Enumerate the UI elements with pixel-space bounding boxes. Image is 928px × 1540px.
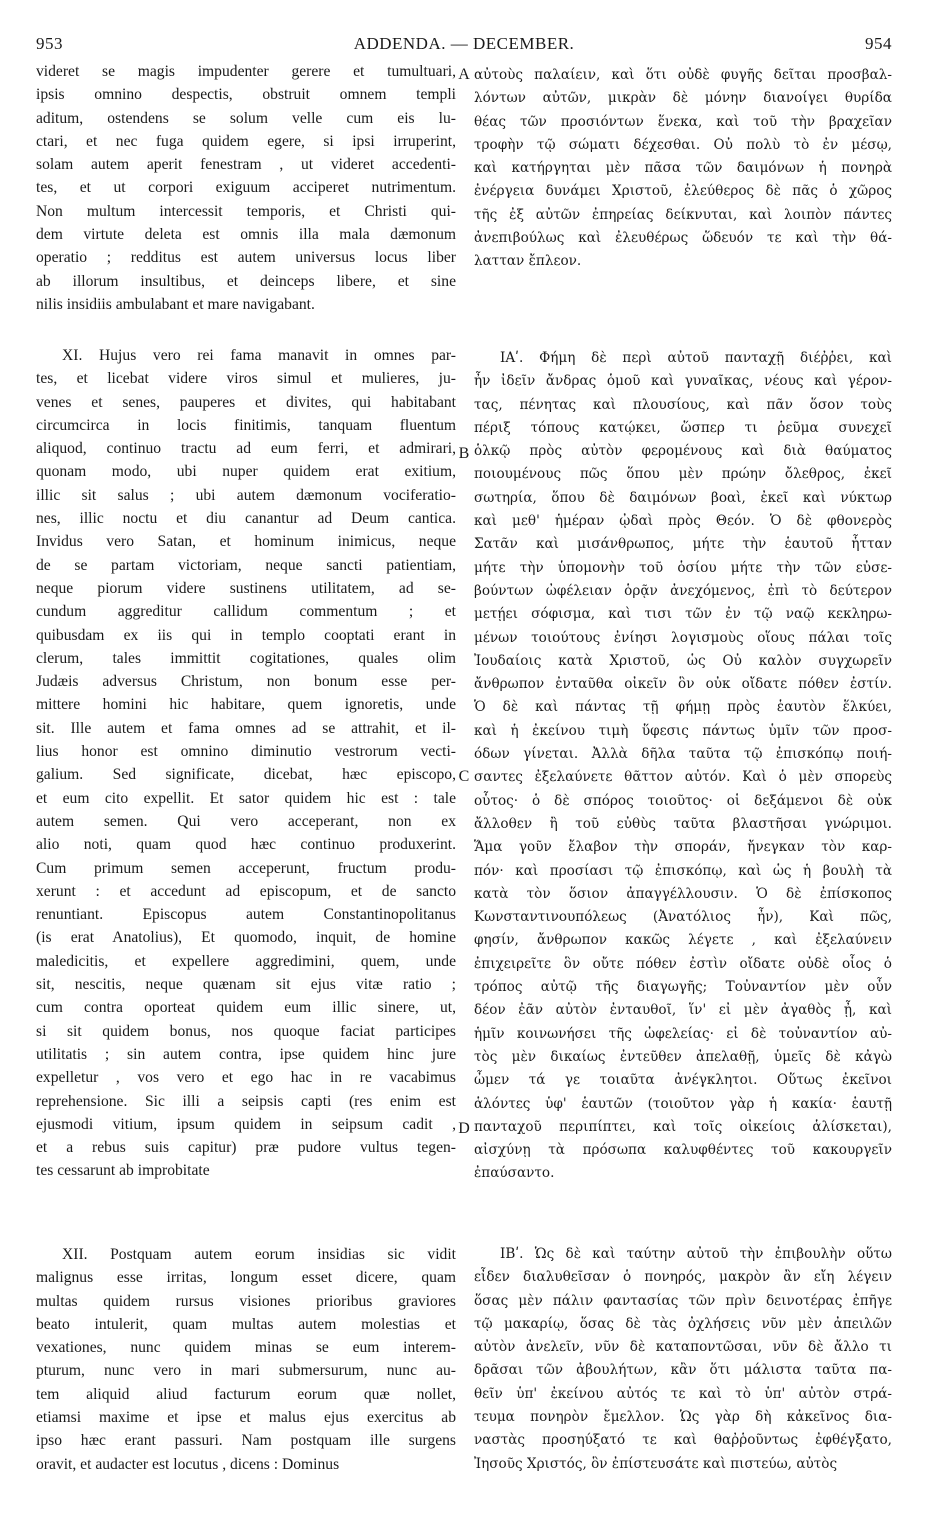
text-line: ὦμεν τά γε τοιαῦτα ἀνέγκλητοι. Οὕτως ἐκεῖνοι bbox=[474, 1072, 892, 1089]
text-line: ἐνέργεια δυνάμει Χριστοῦ, ἐλεύθερος δὲ πᾶς ὁ χῶρος bbox=[474, 183, 892, 200]
text-line: τευμα πονηρὸν ἔμελλον. Ὡς γὰρ δὴ κἀκεῖνος δια- bbox=[474, 1409, 892, 1426]
text-line: clerum, tales immittit cogitationes, quales olim bbox=[36, 649, 456, 667]
text-line: Judæis adversus Christum, non bonum esse per- bbox=[36, 673, 456, 691]
text-line: τροφὴν τῷ σώματι δέχεσθαι. Οὐ πολὺ τὸ ἐν μέσῳ, bbox=[474, 136, 892, 153]
margin-marker-c: C bbox=[458, 768, 470, 785]
text-line: τας, πένητας καὶ πλουσίους, καὶ πᾶν ὅσον τοὺς bbox=[474, 396, 892, 413]
text-line: reprehensione. Sic illi a seipsis capti (res enim est bbox=[36, 1092, 456, 1110]
text-line: et eum cito expellit. Et sator quidem hic est : tale bbox=[36, 789, 456, 807]
text-line: εἶδεν διαλυθεῖσαν ὁ πονηρός, μακρὸν ἂν εἴη λέγειν bbox=[474, 1269, 892, 1286]
text-line: ipsis omnino despectis, obstruit omnem templi bbox=[36, 86, 456, 104]
text-line: δρᾶσαι τῶν ἀβουλήτων, κἂν ὅτι μάλιστα ταῦτα πα- bbox=[474, 1362, 892, 1379]
text-line: Σατᾶν καὶ μισάνθρωπος, μήτε τὴν ἑαυτοῦ ἧτταν bbox=[474, 536, 892, 553]
text-line: expelletur , vos vero et ego hac in re vacabimus bbox=[36, 1069, 456, 1087]
text-line: malignus esse irritas, longum esset dicere, quam bbox=[36, 1269, 456, 1287]
text-line: tes, et licebat videre viros simul et mulieres, ju- bbox=[36, 370, 456, 388]
text-line: circumcirca in locis finitimis, tanquam fluentum bbox=[36, 416, 456, 434]
greek-column-block-3 bbox=[474, 1243, 892, 1476]
text-line: sit. Ille autem et fama omnes ad se attrahit, et il- bbox=[36, 719, 456, 737]
greek-column-block-1 bbox=[474, 64, 892, 274]
left-page-number: 953 bbox=[36, 34, 63, 53]
text-line: ipso hæc erant passuri. Nam postquam ille surgens bbox=[36, 1432, 456, 1450]
text-line: λατταν ἔπλεον. bbox=[474, 253, 582, 270]
text-line: ὅσας μὲν πάλιν φαντασίας τῶν πρὶν δεινοτέρας ἐπῆγε bbox=[474, 1292, 892, 1309]
text-line: αὐτοὺς παλαίειν, καὶ ὅτι οὐδὲ φυγῆς δεῖται προσβαλ- bbox=[474, 67, 892, 83]
margin-marker-d: D bbox=[458, 1120, 470, 1137]
text-line: nes, illic noctu et diu canantur ad Deum cantica. bbox=[36, 510, 456, 528]
text-line: τρόπος αὐτῷ τῆς διαγωγῆς; Τοὐναντίον μὲν οὖν bbox=[474, 979, 892, 996]
text-line: ὁλκῷ πρὸς αὐτὸν φερομένους καὶ διὰ θαύματος bbox=[474, 443, 892, 460]
text-line: ἄλλοθεν ἢ τοῦ εὐθὺς ταῦτα βλαστῆσαι γνώριμοι. bbox=[474, 815, 892, 832]
text-line: ἀνεπιβούλως καὶ ἐλευθέρως ὥδευόν τε καὶ τὴν θά- bbox=[474, 230, 892, 247]
margin-marker-a: A bbox=[458, 66, 470, 83]
text-line: utilitatis ; sin autem contra, ipse quidem hinc jure bbox=[36, 1045, 456, 1063]
text-line: λόντων αὐτῶν, μικρὰν δὲ μόνην διανοίγει θυρίδα bbox=[474, 90, 892, 107]
text-line: ejusmodi vitium, ipsum quidem in seipsum cadit , bbox=[36, 1115, 456, 1133]
text-line: tes, et ut corpori exiguum acciperet nutrimentum. bbox=[36, 179, 456, 197]
running-title: ADDENDA. — DECEMBER. bbox=[353, 34, 575, 53]
text-line: tem aliquid aliud facturum eorum quæ nollet, bbox=[36, 1385, 456, 1403]
text-line: (is erat Anatolius), Et quomodo, inquit, de homine bbox=[36, 929, 456, 947]
text-line: Ὁ δὲ καὶ πάντας τῇ φήμῃ πρὸς ἑαυτὸν ἕλκύει, bbox=[474, 699, 892, 716]
text-line: Ἰουδαίοις κατὰ Χριστοῦ, ὡς Οὐ καλὸν συγχωρεῖν bbox=[474, 652, 892, 669]
margin-marker-b: B bbox=[458, 445, 470, 462]
text-line: operatio ; redditus est autem universus locus liber bbox=[36, 249, 456, 267]
text-line: mittere homini hic habitare, quem ignoretis, unde bbox=[36, 696, 456, 714]
text-line: σωτηρία, ὅπου δὲ δαιμόνων βοαὶ, ἐκεῖ καὶ νύκτωρ bbox=[474, 489, 892, 506]
text-line: ἐπιχειρεῖτε ὃν οὔτε πόθεν ἐστὶν οἴδατε οὐδὲ οἷος ὁ bbox=[474, 955, 892, 972]
text-line: etiamsi maxime et ipse et malus ejus exercitus ab bbox=[36, 1409, 456, 1427]
latin-column-block-3 bbox=[36, 1243, 456, 1476]
text-line: alio noti, quam quod hæc continuo produxerint. bbox=[36, 836, 456, 854]
text-line: vexationes, nunc quidem minas se eum interem- bbox=[36, 1339, 456, 1357]
text-line: oravit, et audacter est locutus , dicens : Dominus bbox=[36, 1455, 340, 1473]
text-line: de se partam victoriam, neque sancti patientiam, bbox=[36, 556, 456, 574]
text-line: καὶ μεθ' ἡμέραν ᾠδαὶ πρὸς Θεόν. Ὁ δὲ φθονερὸς bbox=[474, 513, 892, 530]
text-line: Non multum intercessit temporis, et Christi qui- bbox=[36, 202, 456, 220]
text-line: lius honor est omnino diminutio vestrorum vecti- bbox=[36, 743, 456, 761]
text-line: venes et senes, pauperes et divites, qui habitabant bbox=[36, 393, 456, 411]
text-line: πόν· καὶ προσίασι τῷ ἐπισκόπῳ, καὶ ὡς ἡ βουλὴ τὰ bbox=[474, 862, 892, 879]
text-line: Κωνσταντινουπόλεως (Ἀνατόλιος ἦν), Καὶ πῶς, bbox=[474, 909, 892, 926]
text-line: nilis insidiis ambulabant et mare navigabant. bbox=[36, 295, 315, 313]
text-line: ἐπαύσαντο. bbox=[474, 1165, 555, 1182]
text-line: illic sit salus ; ubi autem dæmonum vociferatio- bbox=[36, 486, 456, 504]
text-line: ἦν ἰδεῖν ἄνδρας ὁμοῦ καὶ γυναῖκας, νέους καὶ γέρον- bbox=[474, 373, 892, 390]
text-line: ἄνθρωπον ἐνταῦθα οἰκεῖν ὃν οὐκ οἴδατε πόθεν ἐστίν. bbox=[474, 676, 892, 693]
text-line: solam autem aperit fenestram , ut videret accedenti- bbox=[36, 156, 456, 174]
text-line: ἁλόντες ὑφ' ἑαυτῶν (τοιοῦτον γὰρ ἡ κακία· ἑαυτῇ bbox=[474, 1095, 892, 1112]
text-line: σαντες ἐξελαύνετε θᾶττον αὐτόν. Καὶ ὁ μὲν σπορεὺς bbox=[474, 769, 892, 786]
text-line: beato intulerit, quam multas autem molestias et bbox=[36, 1315, 456, 1333]
text-line: xerunt : et accedunt ad episcopum, et de sancto bbox=[36, 882, 456, 900]
text-line: aliquod, continuo tractu ad eum ferri, et admirari, bbox=[36, 440, 456, 458]
text-line: XI. Hujus vero rei fama manavit in omnes par- bbox=[62, 347, 456, 364]
text-line: ab illorum insultibus, et deinceps libere, et sine bbox=[36, 272, 456, 290]
text-line: quonam modo, ubi nuper quidem erat exitium, bbox=[36, 463, 456, 481]
text-line: Cum primum semen acceperunt, fructum produ- bbox=[36, 859, 456, 877]
text-line: ΙΑʹ. Φήμη δὲ περὶ αὐτοῦ πανταχῇ διέῤῥει, καὶ bbox=[500, 350, 892, 366]
text-line: καὶ ἡ ἐκείνου τιμὴ ὕφεσις πάντως ὑμῖν τῶν προσ- bbox=[474, 722, 892, 739]
text-line: ποιουμένους πῶς ὅπου μὲν πρώην ὄλεθρος, ἐκεῖ bbox=[474, 466, 892, 483]
text-line: Ἰησοῦς Χριστός, ὃν ἐπίστευσάτε καὶ πιστεύω, αὐτὸς bbox=[474, 1455, 838, 1472]
text-line: φησίν, ἄνθρωπον κακῶς λέγετε , καὶ ἐξελαύνειν bbox=[474, 932, 892, 949]
text-line: τῷ μακαρίῳ, ὅσας δὲ τὰς ὀχλήσεις νῦν μὲν ἀπειλῶν bbox=[474, 1315, 892, 1332]
text-line: Invidus vero Satan, et hominum inimicus, neque bbox=[36, 533, 456, 551]
text-line: galium. Sed significate, dicebat, hæc episcopo, bbox=[36, 766, 456, 784]
text-line: sit, nescitis, neque quænam sit ejus vitæ ratio ; bbox=[36, 976, 456, 994]
text-line: tes cessarunt ab improbitate bbox=[36, 1162, 210, 1180]
text-line: αἰσχύνῃ τὰ πρόσωπα καλυφθέντες τοῦ κακουργεῖν bbox=[474, 1142, 892, 1159]
text-line: cum contra oporteat quidem eum illic sinere, ut, bbox=[36, 999, 456, 1017]
text-line: si sit quidem bonus, nos quoque faciat participes bbox=[36, 1022, 456, 1040]
running-header bbox=[36, 34, 892, 58]
text-line: θεῖν ὑπ' ἐκείνου αὐτός τε καὶ τὸ ὑπ' αὐτὸν στρά- bbox=[474, 1385, 892, 1402]
text-line: renuntiant. Episcopus autem Constantinopolitanus bbox=[36, 906, 456, 924]
text-line: quibusdam ex iis qui in templo cooptati erant in bbox=[36, 626, 456, 644]
latin-column-block-1 bbox=[36, 60, 456, 316]
greek-column-block-2 bbox=[474, 347, 892, 1186]
text-line: videret se magis impudenter gerere et tumultuari, bbox=[36, 63, 456, 80]
text-line: ctari, et nec fuga quidem egere, si ipsi irruperint, bbox=[36, 132, 456, 150]
latin-column-block-2 bbox=[36, 344, 456, 1183]
text-line: ἡμῖν κοινωνήσει τῆς ὠφελείας· εἰ δὲ τοὐναντίον αὐ- bbox=[474, 1025, 892, 1042]
text-line: τῆς ἐξ αὐτῶν ἐπηρείας δείκνυται, καὶ λοιπὸν πάντες bbox=[474, 206, 892, 223]
text-line: dem virtute deleta est omnis illa mala dæmonum bbox=[36, 226, 456, 244]
text-line: δέον ἐᾶν αὐτὸν ἐνταυθοῖ, ἵν' εἰ μὲν ἀγαθὸς ᾖ, καὶ bbox=[474, 1002, 892, 1019]
text-line: οὗτος· ὁ δὲ σπόρος τοιοῦτος· οἱ δεξάμενοι δὲ οὐκ bbox=[474, 792, 892, 809]
text-line: αὐτὸν ἀνελεῖν, νῦν δὲ καταποντῶσαι, νῦν δὲ ἄλλο τι bbox=[474, 1339, 892, 1356]
text-line: aditum, ostendens se solum velle cum eis lu- bbox=[36, 109, 456, 127]
text-line: θέας τῶν προσιόντων ἕνεκα, καὶ τοῦ τὴν βραχεῖαν bbox=[474, 113, 892, 130]
text-line: καὶ κατήργηται μὲν πᾶσα τῶν δαιμόνων ἡ πονηρὰ bbox=[474, 160, 892, 177]
text-line: multas quidem rursus visiones prioribus graviores bbox=[36, 1292, 456, 1310]
text-line: ΙΒʹ. Ὡς δὲ καὶ ταύτην αὐτοῦ τὴν ἐπιβουλὴν οὕτω bbox=[500, 1246, 892, 1262]
text-line: μήτε τὴν ὑπομονὴν τοῦ ὁσίου μήτε τὴν τῶν εὐσε- bbox=[474, 559, 892, 576]
text-line: pturum, nunc vero in mari submersurum, nunc au- bbox=[36, 1362, 456, 1380]
text-line: maledicitis, et expellere aggredimini, quem, unde bbox=[36, 952, 456, 970]
text-line: τὸς μὲν δικαίως ἐντεῦθεν ἀπελαθῇ, ὑμεῖς δὲ κἀγὼ bbox=[474, 1048, 892, 1065]
text-line: cundum aggreditur callidum commentum ; et bbox=[36, 603, 456, 621]
text-line: ναστὰς προσηύξατό τε καὶ θαῤῥοῦντως ἐφθέγξατο, bbox=[474, 1432, 892, 1449]
text-line: XII. Postquam autem eorum insidias sic vidit bbox=[62, 1246, 456, 1263]
text-line: autem semen. Qui vero acceperant, non ex bbox=[36, 812, 456, 830]
text-line: neque piorum videre sustinens utilitatem, ad se- bbox=[36, 579, 456, 597]
right-page-number: 954 bbox=[865, 34, 892, 53]
text-line: Ἅμα γοῦν ἔλαβον τὴν σποράν, ἤνεγκαν τὸν καρ- bbox=[474, 839, 892, 856]
text-line: βούντων ὠφέλειαν ὁρᾷν ἀνεχόμενος, ἐπὶ τὸ δεύτερον bbox=[474, 582, 892, 599]
text-line: πανταχοῦ περιπίπτει, καὶ τοῖς οἰκείοις ἁλίσκεται), bbox=[474, 1118, 892, 1135]
text-line: κατὰ τὸν ὅσιον ἀπαγγέλλουσιν. Ὁ δὲ ἐπίσκοπος bbox=[474, 885, 892, 902]
text-line: πέριξ τόπους κατῴκει, ὥσπερ τι ῥεῦμα συνεχεῖ bbox=[474, 419, 892, 436]
text-line: μένων τοιούτους ἐνίησι λογισμοὺς οἵους πάλαι τοῖς bbox=[474, 629, 892, 646]
text-line: μετῄει σόφισμα, καὶ τισι τῶν ἐν τῷ ναῷ κεκληρω- bbox=[474, 606, 892, 623]
text-line: όδων γίνεται. Ἀλλὰ δῆλα ταῦτα τῷ ἐπισκόπῳ ποιή- bbox=[474, 746, 892, 763]
text-line: et a rebus suis capitur) præ pudore vultus tegen- bbox=[36, 1139, 456, 1157]
